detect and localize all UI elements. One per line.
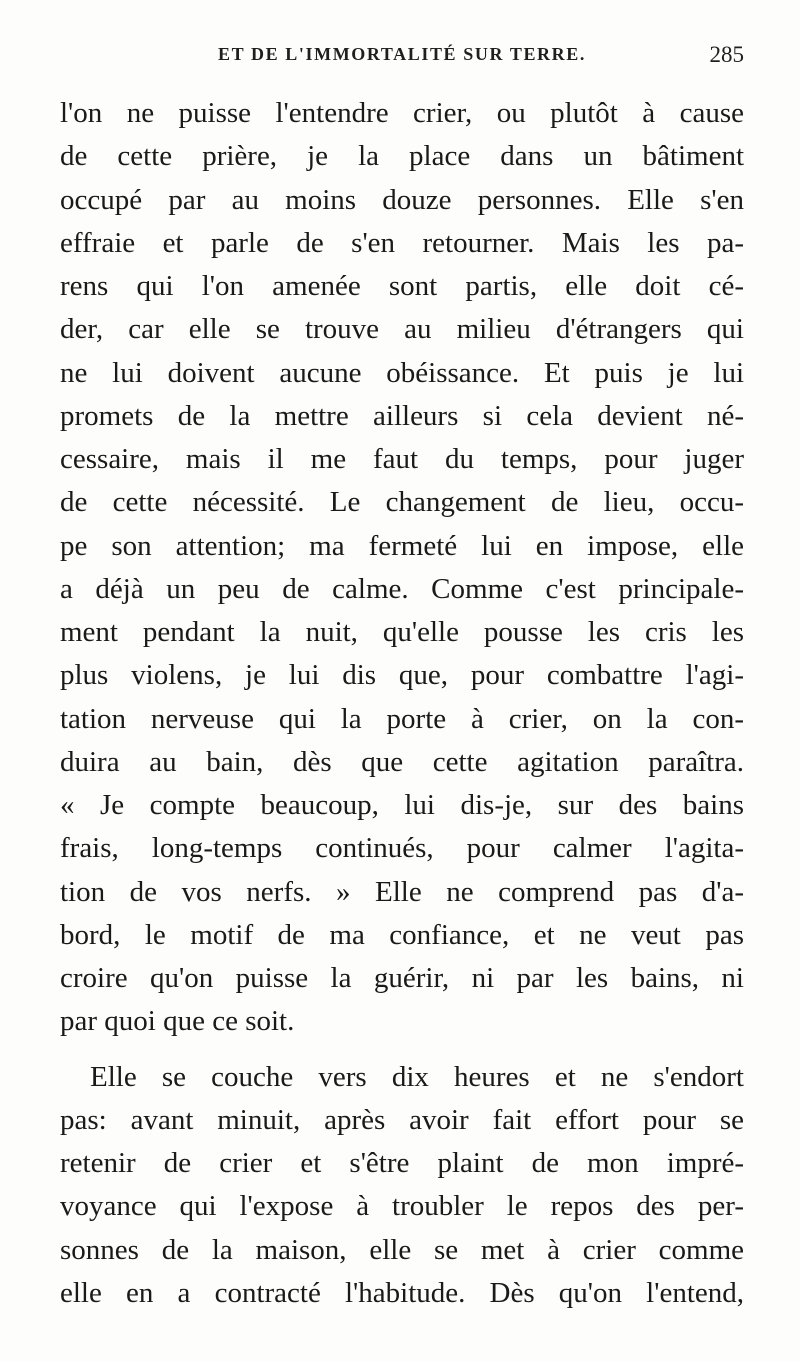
text-line: occupé par au moins douze personnes. Elle s'en [60,183,744,216]
text-line: cessaire, mais il me faut du temps, pour juger [60,443,744,475]
text-line: l'on ne puisse l'entendre crier, ou plutôt à cause [60,97,744,129]
text-line: de cette prière, je la place dans un bâtiment [60,140,744,173]
running-title: ET DE L'IMMORTALITÉ SUR TERRE. [218,44,586,64]
text-line: de cette nécessité. Le changement de lieu, occu- [60,486,744,519]
text-line: rens qui l'on amenée sont partis, elle doit cé- [60,270,744,302]
text-line: elle en a contracté l'habitude. Dès qu'on l'entend, [60,1276,744,1309]
text-line: tion de vos nerfs. » Elle ne comprend pas d'a- [60,875,744,908]
text-line: duira au bain, dès que cette agitation paraîtra. [60,745,744,778]
text-line: pas: avant minuit, après avoir fait effort pour se [60,1103,744,1136]
text-line: frais, long-temps continués, pour calmer l'agita- [60,832,744,865]
text-line: retenir de crier et s'être plaint de mon impré- [60,1147,744,1179]
text-line: « Je compte beaucoup, lui dis-je, sur des bains [60,789,744,821]
running-head [60,44,744,74]
text-line: promets de la mettre ailleurs si cela devient né- [60,399,744,432]
text-line: Elle se couche vers dix heures et ne s'endort [90,1060,744,1093]
body-text [60,92,744,1315]
text-line: effraie et parle de s'en retourner. Mais les pa- [60,226,744,259]
text-line: sonnes de la maison, elle se met à crier comme [60,1233,744,1266]
text-line: bord, le motif de ma confiance, et ne veut pas [60,918,744,951]
page-number: 285 [709,42,744,67]
text-line: a déjà un peu de calme. Comme c'est principale- [60,572,744,605]
paragraph [60,92,744,1044]
text-line: tation nerveuse qui la porte à crier, on la con- [60,702,744,735]
text-line: plus violens, je lui dis que, pour combattre l'agi- [60,659,744,692]
text-line: ne lui doivent aucune obéissance. Et puis je lui [60,356,744,389]
text-line: croire qu'on puisse la guérir, ni par les bains, ni [60,962,744,994]
text-line: pe son attention; ma fermeté lui en impose, elle [60,529,744,562]
text-line: der, car elle se trouve au milieu d'étrangers qui [60,313,744,346]
text-line: par quoi que ce soit. [60,1005,295,1038]
text-line: ment pendant la nuit, qu'elle pousse les cris les [60,616,744,648]
paragraph [60,1056,744,1316]
paragraph-gap [60,1044,744,1056]
text-line: voyance qui l'expose à troubler le repos des per- [60,1190,744,1223]
